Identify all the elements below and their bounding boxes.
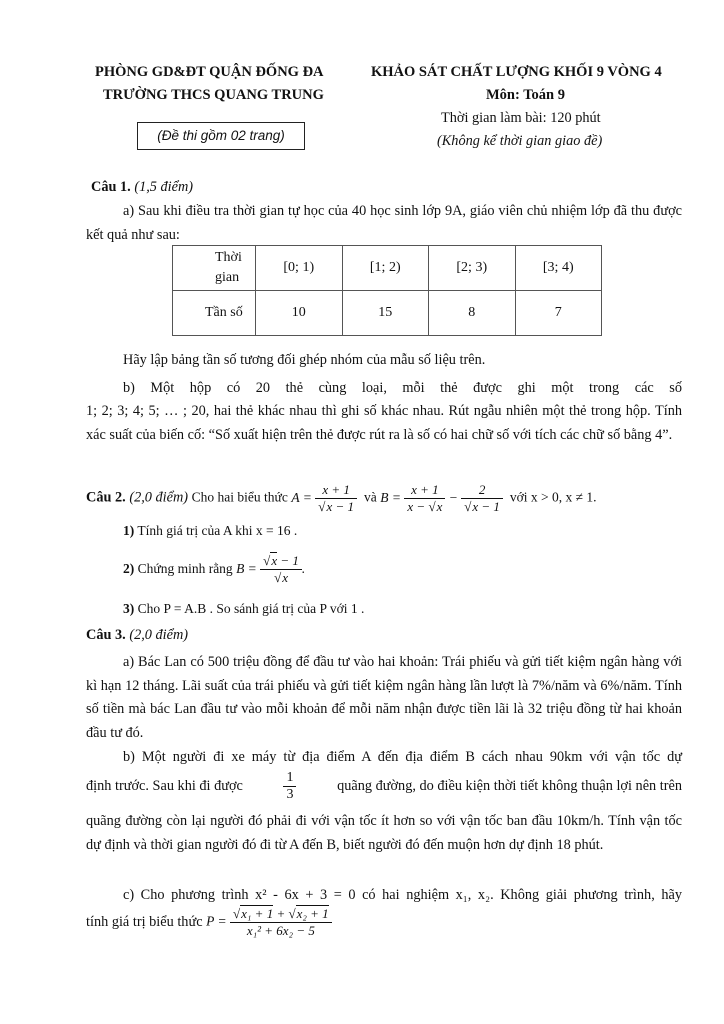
q1-points: (1,5 điểm) (134, 179, 194, 195)
frequency-table (172, 245, 602, 336)
q3-b-text1: b) Một người đi xe máy từ địa điểm A đến địa điểm B cách nhau 90km với vận tốc dự (123, 749, 682, 765)
q2-intro: Cho hai biểu thức (191, 489, 288, 505)
page-count-box: (Đề thi gồm 02 trang) (137, 122, 305, 150)
q1-heading (91, 179, 193, 196)
q2-part1: 1) Tính giá trị của A khi x = 16 . (123, 523, 298, 538)
q2-condition: với x > 0, x ≠ 1. (509, 489, 597, 505)
q2-heading (86, 482, 597, 515)
formula-P: P = $\frac{\text{√x₁ + 1 + √x₂ + 1}}{\text{x₁² + 6x₂ − 5}}$ (206, 906, 332, 939)
q3-c-text1: c) Cho phương trình x² - 6x + 3 = 0 có hai nghiệm x₁, x₂. Không giải phương trình, hãy (123, 887, 682, 903)
q1-a-task: Hãy lập bảng tần số tương đối ghép nhóm của mẫu số liệu trên. (123, 352, 486, 368)
formula-A: A = $\frac{x + 1}{√x - 1}$ (291, 490, 360, 505)
table-cell: [3; 4) (515, 246, 602, 291)
formula-B-simplified: B = $\frac{√x - 1}{√x}$ . (236, 553, 306, 586)
table-cell: [0; 1) (256, 246, 343, 291)
table-row (173, 291, 602, 336)
table-cell: 7 (515, 291, 602, 336)
q1-label: Câu 1. (91, 179, 131, 195)
q3-c-text2: tính giá trị biểu thức P = $\frac{\text{√x₁ + 1 + √x₂ + 1}}{\text{x₁² + 6x₂ − 5}}$ (86, 906, 332, 939)
table-row (173, 246, 602, 291)
q3-a-text: a) Bác Lan có 500 triệu đồng để đầu tư vào hai khoản: Trái phiếu và gửi tiết kiệm ngân hàng với kì hạn 12 tháng. Lãi suất của trái phiếu và gửi tiết kiệm ngân hàng lần lượt là 7%/năm và 6%/năm. Tính số tiền mà bác Lan đầu tư vào mỗi khoản để mỗi năm nhận được tiền lãi là 32 triệu đồng từ hai khoản đầu tư đó. (86, 654, 682, 741)
q3-b-text2: định trước. Sau khi đi được $\frac{1}{3}$ quãng đường, do điều kiện thời tiết không thuận lợi nên trên (86, 770, 682, 802)
table-cell: 8 (429, 291, 516, 336)
formula-B: B = $\frac{x + 1}{x - √x}$ − $\frac{2}{√x - 1}$ (380, 490, 506, 505)
q1-a-text: a) Sau khi điều tra thời gian tự học của 40 học sinh lớp 9A, giáo viên chủ nhiệm lớp đã thu được kết quả như sau: (86, 203, 682, 243)
q2-part2: 2) Chứng minh rằng B = $\frac{√x - 1}{√x}$ . (123, 553, 306, 586)
table-cell: [2; 3) (429, 246, 516, 291)
subject: Môn: Toán 9 (486, 87, 565, 103)
q3-heading (86, 627, 188, 644)
table-header-frequency: Tần số (173, 291, 256, 336)
q1-b-text1: b) Một hộp có 20 thẻ cùng loại, mỗi thẻ được ghi một trong các số (123, 380, 682, 396)
exam-title: KHẢO SÁT CHẤT LƯỢNG KHỐI 9 VÒNG 4 (371, 64, 662, 80)
q1-b-text2: 1; 2; 3; 4; 5; … ; 20, hai thẻ khác nhau thì ghi số khác nhau. Rút ngẫu nhiên một thẻ trong hộp. Tính xác suất của biến cố: “Số xuất hiện trên thẻ được rút ra là số có hai chữ số với tích các chữ số bằng 4”. (86, 403, 682, 443)
q3-b-text3: quãng đường còn lại người đó phải đi với vận tốc ít hơn so với vận tốc ban đầu 10km/h. Tính vận tốc dự định và thời gian người đó đi từ A đến B, biết người đó đến muộn hơn dự định 18 phút. (86, 813, 682, 853)
q2-label: Câu 2. (86, 489, 126, 506)
department-name: PHÒNG GD&ĐT QUẬN ĐỐNG ĐA (95, 64, 324, 80)
q2-and: và (363, 489, 377, 505)
school-name: TRƯỜNG THCS QUANG TRUNG (103, 87, 324, 103)
table-cell: 10 (256, 291, 343, 336)
table-header-time: Thời gian (173, 246, 256, 291)
q2-part3: 3) Cho P = A.B . So sánh giá trị của P với 1 . (123, 601, 365, 616)
duration: Thời gian làm bài: 120 phút (441, 110, 601, 126)
fraction-one-third: $\frac{1}{3}$ (283, 770, 296, 803)
q2-points: (2,0 điểm) (129, 489, 189, 506)
duration-note: (Không kể thời gian giao đề) (437, 133, 603, 149)
q3-points: (2,0 điểm) (129, 627, 189, 643)
q3-label: Câu 3. (86, 627, 126, 643)
table-cell: [1; 2) (342, 246, 429, 291)
table-cell: 15 (342, 291, 429, 336)
